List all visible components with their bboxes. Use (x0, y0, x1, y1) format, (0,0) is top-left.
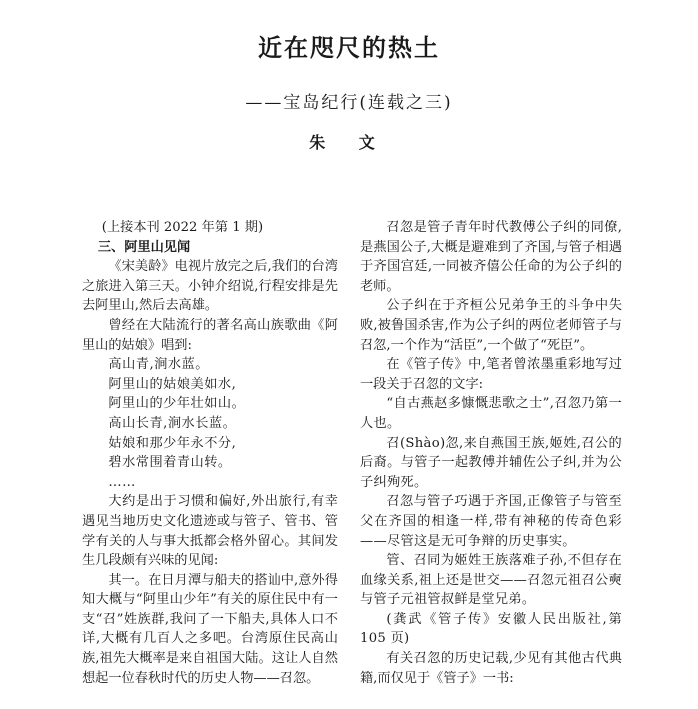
block-quote: “自古燕赵多慷慨悲歌之士”,召忽乃第一人也。 (360, 396, 622, 431)
poem-ellipsis: …… (108, 474, 136, 490)
paragraph: 《宋美龄》电视片放完之后,我们的台湾之旅进入第三天。小钟介绍说,行程安排是先去阿里山,然后去高雄。 (82, 259, 338, 314)
continuation-note: (上接本刊 2022 年第 1 期) (101, 220, 264, 235)
poem-line: 阿里山的少年壮如山。 (108, 396, 246, 412)
article-title: 近在咫尺的热土 (258, 34, 440, 62)
paragraph: 在《管子传》中,笔者曾浓墨重彩地写过一段关于召忽的文字: (360, 357, 622, 392)
right-column (360, 218, 622, 688)
paragraph: 其一。在日月潭与船夫的搭讪中,意外得知大概与“阿里山少年”有关的原住民中有一支“召”姓族群,我问了一下船夫,具体人口不详,大概有几百人之多吧。台湾原住民高山族,祖先大概率是来自祖国大陆。这让人自然想起一位春秋时代的历史人物——召忽。 (82, 572, 338, 686)
paragraph: 有关召忽的历史记载,少见有其他古代典籍,而仅见于《管子》一书: (360, 651, 622, 686)
poem-line: 碧水常围着青山转。 (108, 455, 232, 471)
left-column (82, 218, 338, 688)
block-quote: 召(Shào)忽,来自燕国王族,姬姓,召公的后裔。与管子一起教傅并辅佐公子纠,并为公子纠殉死。 (360, 435, 622, 490)
paragraph: 公子纠在于齐桓公兄弟争王的斗争中失败,被鲁国杀害,作为公子纠的两位老师管子与召忽,一个作为“活臣”,一个做了“死臣”。 (360, 298, 622, 353)
poem-line: 姑娘和那少年永不分, (108, 435, 237, 451)
section-heading: 三、阿里山见闻 (97, 239, 191, 255)
citation: (龚武《管子传》安徽人民出版社,第 105 页) (360, 611, 622, 647)
poem-line: 阿里山的姑娘美如水, (108, 376, 237, 392)
block-quote: 管、召同为姬姓王族落难子孙,不但存在血缘关系,祖上还是世交——召忽元祖召公奭与管子元祖管叔鲜是堂兄弟。 (360, 553, 622, 608)
paragraph: 大约是出于习惯和偏好,外出旅行,有幸遇见当地历史文化遗迹或与管子、管书、管学有关的人与事大抵都会格外留心。其间发生几段颇有兴味的见闻: (82, 494, 338, 569)
poem-line: 高山青,涧水蓝。 (108, 357, 209, 373)
paragraph: 召忽是管子青年时代教傅公子纠的同僚,是燕国公子,大概是避难到了齐国,与管子相遇于齐国宫廷,一同被齐僖公任命的为公子纠的老师。 (360, 220, 622, 294)
paragraph: 曾经在大陆流行的著名高山族歌曲《阿里山的姑娘》唱到: (82, 317, 338, 353)
article-author: 朱 文 (309, 133, 389, 152)
block-quote: 召忽与管子巧遇于齐国,正像管子与管至父在齐国的相逢一样,带有神秘的传奇色彩——尽管这是无可争辩的历史事实。 (360, 494, 622, 549)
poem-line: 高山长青,涧水长蓝。 (108, 415, 237, 431)
article-subtitle: ——宝岛纪行(连载之三) (245, 93, 453, 113)
